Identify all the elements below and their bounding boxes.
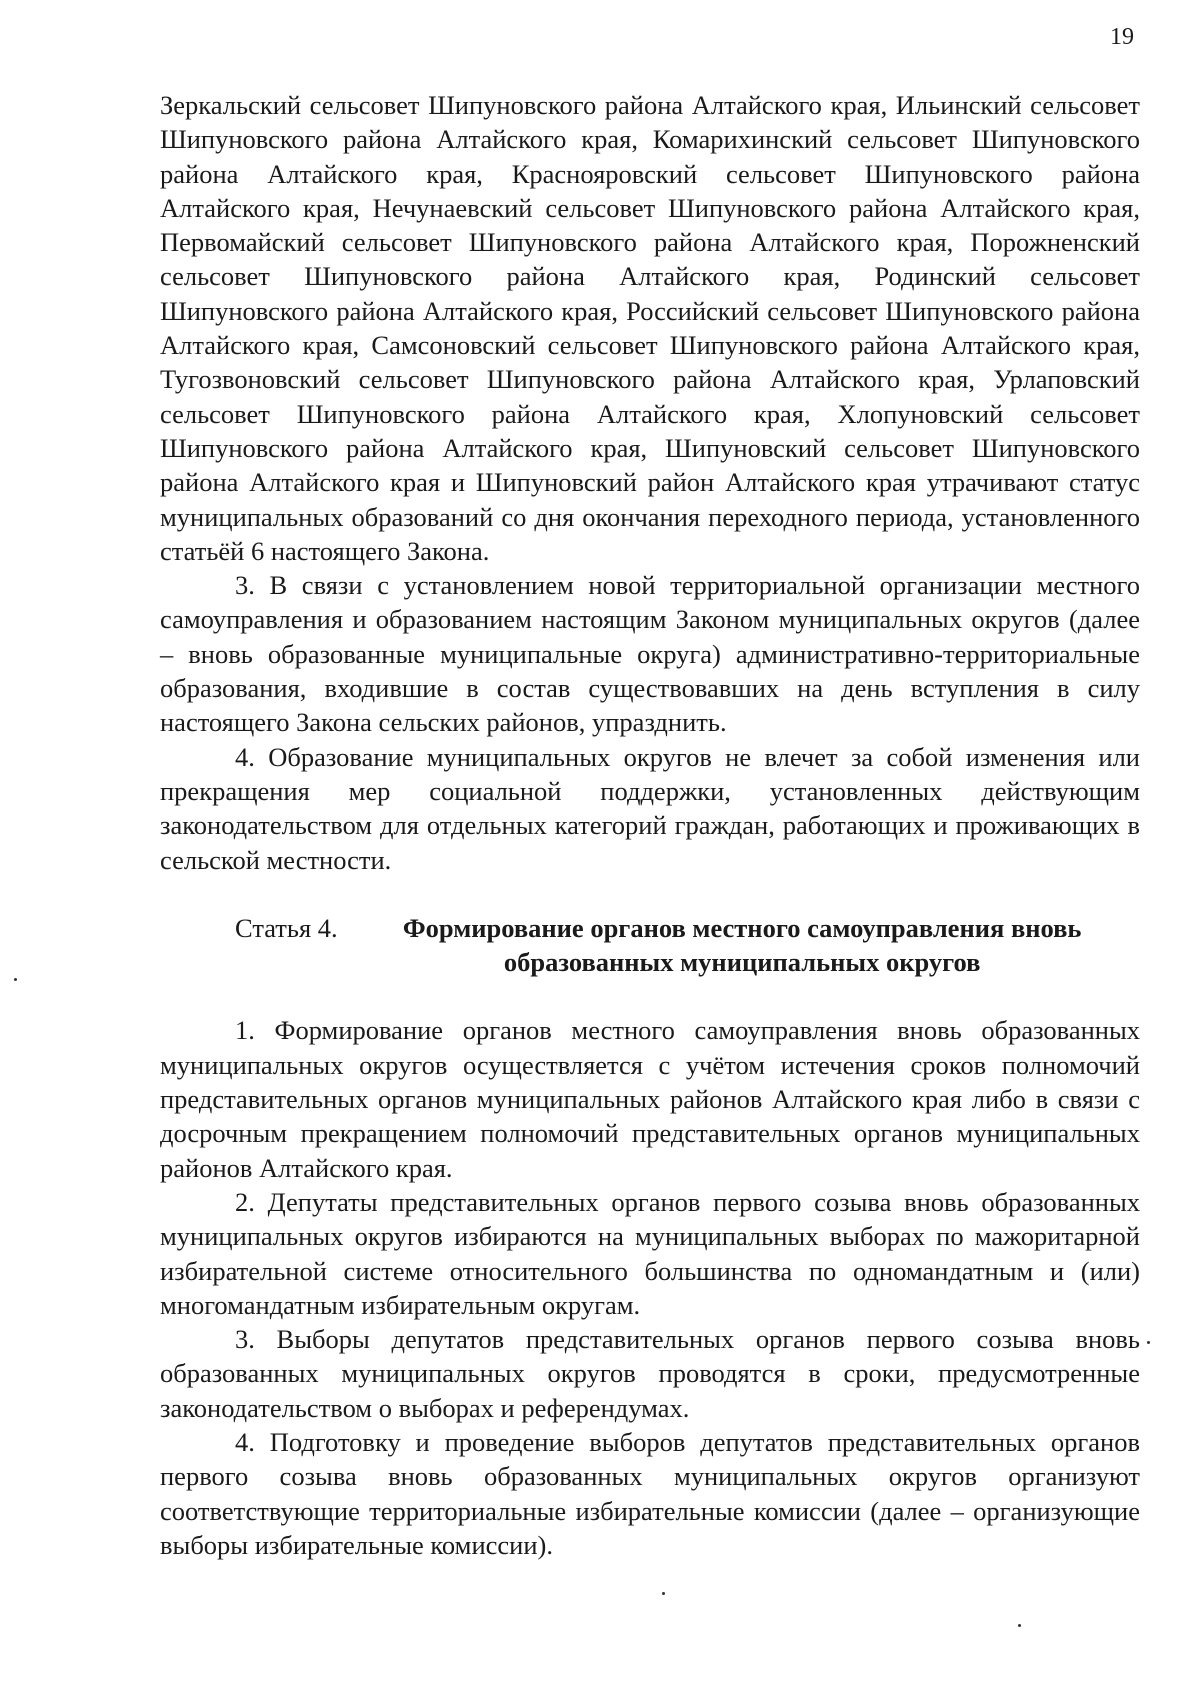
scan-speck	[14, 978, 17, 981]
scan-speck	[1147, 1341, 1150, 1344]
article-paragraph-4: 4. Подготовку и проведение выборов депутатов представительных органов первого созыва вновь образованных муниципальных округов организуют соответствующие территориальные избирательные комиссии (далее – организующие выборы избирательные комиссии).	[160, 1426, 1140, 1560]
article-paragraph-3: 3. Выборы депутатов представительных органов первого созыва вновь образованных муниципальных округов проводятся в сроки, предусмотренные законодательством о выборах и референдумах.	[160, 1324, 1140, 1423]
paragraph-continued: Зеркальский сельсовет Шипуновского района Алтайского края, Ильинский сельсовет Шипуновского района Алтайского края, Комарихинский сельсовет Шипуновского района Алтайского края, Краснояровский сельсовет Шипуновского района Алтайского края, Нечунаевский сельсовет Шипуновского района Алтайского края, Первомайский сельсовет Шипуновского района Алтайского края, Порожненский сельсовет Шипуновского района Алтайского края, Родинский сельсовет Шипуновского района Алтайского края, Российский сельсовет Шипуновского района Алтайского края, Самсоновский сельсовет Шипуновского района Алтайского края, Тугозвоновский сельсовет Шипуновского района Алтайского края, Урлаповский сельсовет Шипуновского района Алтайского края, Хлопуновский сельсовет Шипуновского района Алтайского края, Шипуновский сельсовет Шипуновского района Алтайского края и Шипуновский район Алтайского края утрачивают статус муниципальных образований со дня окончания переходного периода, установленного статьёй 6 настоящего Закона.	[160, 90, 1140, 566]
paragraph-item-3: 3. В связи с установлением новой территориальной организации местного самоуправления и образованием настоящим Законом муниципальных округов (далее – вновь образованные муниципальные округа) административно-территориальные образования, входившие в состав существовавших на день вступления в силу настоящего Закона сельских районов, упразднить.	[160, 570, 1140, 738]
scan-speck	[1018, 1624, 1021, 1627]
article-heading	[160, 911, 1140, 980]
article-paragraph-2: 2. Депутаты представительных органов первого созыва вновь образованных муниципальных округов избираются на муниципальных выборах по мажоритарной избирательной системе относительного большинства по одномандатным и (или) многомандатным избирательным округам.	[160, 1186, 1140, 1320]
paragraph-item-4: 4. Образование муниципальных округов не влечет за собой изменения или прекращения мер социальной поддержки, установленных действующим законодательством для отдельных категорий граждан, работающих и проживающих в сельской местности.	[160, 741, 1140, 875]
page-number: 19	[1110, 24, 1134, 50]
article-paragraph-1: 1. Формирование органов местного самоуправления вновь образованных муниципальных округов осуществляется с учётом истечения сроков полномочий представительных органов муниципальных районов Алтайского края либо в связи с досрочным прекращением полномочий представительных органов муниципальных районов Алтайского края.	[160, 1015, 1140, 1183]
article-title: Формирование органов местного самоуправления вновь образованных муниципальных округов	[402, 912, 1082, 978]
document-body	[160, 88, 1140, 1562]
scan-speck	[662, 1592, 665, 1595]
article-label: Статья 4.	[235, 912, 345, 943]
